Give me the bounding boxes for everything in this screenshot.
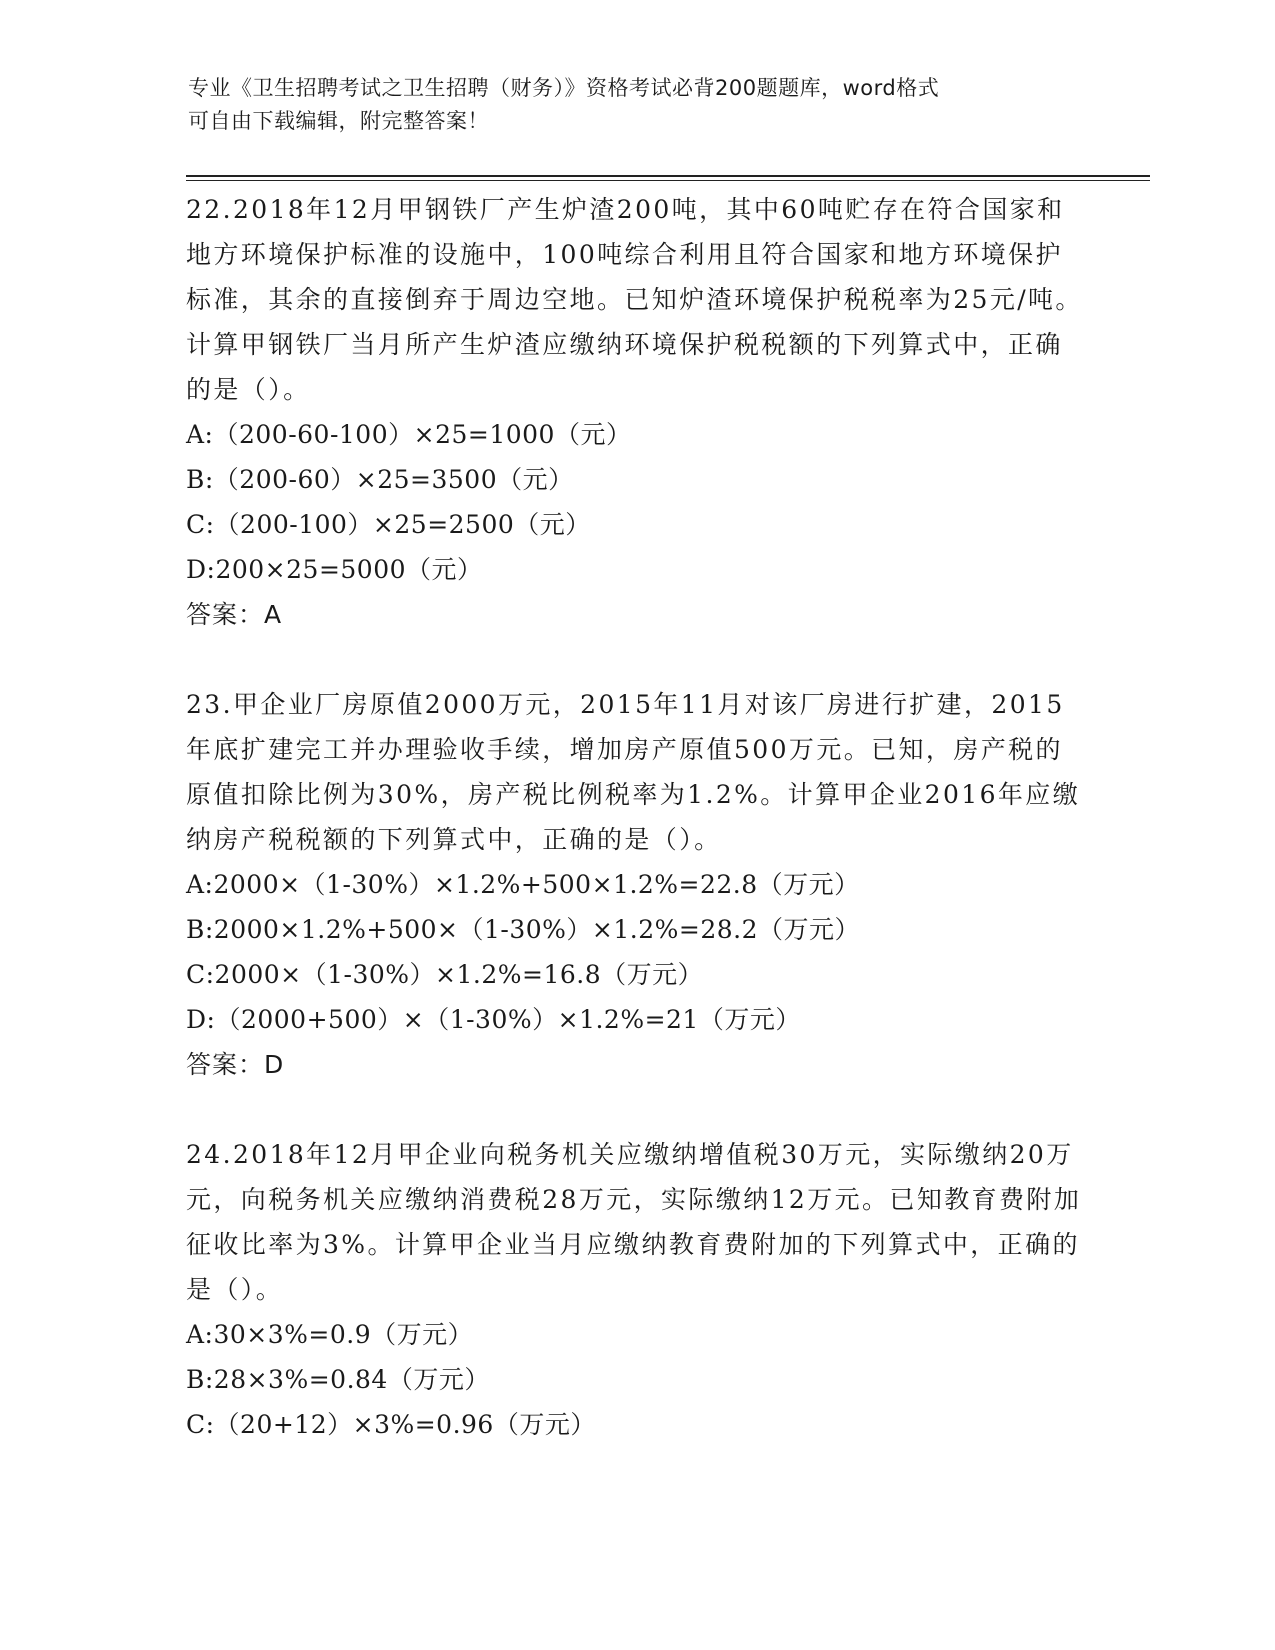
option-b: B:2000×1.2%+500×（1-30%）×1.2%=28.2（万元）: [186, 915, 860, 944]
question-22: [186, 187, 1086, 637]
option-c: C:（200-100）×25=2500（元）: [186, 510, 591, 539]
question-list: [186, 187, 1086, 1492]
header-divider-thick: [186, 175, 1150, 177]
option-d: D:（2000+500）×（1-30%）×1.2%=21（万元）: [186, 1005, 801, 1034]
option-b: B:28×3%=0.84（万元）: [186, 1365, 490, 1394]
question-text: 24.2018年12月甲企业向税务机关应缴纳增值税30万元，实际缴纳20万元，向税务机关应缴纳消费税28万元，实际缴纳12万元。已知教育费附加征收比率为3%。计算甲企业当月应缴纳教育费附加的下列算式中，正确的是（）。: [186, 1140, 1082, 1304]
option-a: A:（200-60-100）×25=1000（元）: [186, 420, 632, 449]
option-a: A:30×3%=0.9（万元）: [186, 1320, 474, 1349]
header-line-2: 可自由下载编辑，附完整答案！: [188, 109, 489, 133]
question-text: 23.甲企业厂房原值2000万元，2015年11月对该厂房进行扩建，2015年底扩建完工并办理验收手续，增加房产原值500万元。已知，房产税的原值扣除比例为30%，房产税比例税率为1.2%。计算甲企业2016年应缴纳房产税税额的下列算式中，正确的是（）。: [186, 690, 1081, 854]
option-d: D:200×25=5000（元）: [186, 555, 483, 584]
option-c: C:2000×（1-30%）×1.2%=16.8（万元）: [186, 960, 704, 989]
header-divider-thin: [186, 180, 1150, 181]
question-23: [186, 682, 1086, 1087]
answer-line: 答案：A: [186, 600, 283, 629]
option-b: B:（200-60）×25=3500（元）: [186, 465, 574, 494]
question-text: 22.2018年12月甲钢铁厂产生炉渣200吨，其中60吨贮存在符合国家和地方环境保护标准的设施中，100吨综合利用且符合国家和地方环境保护标准，其余的直接倒弃于周边空地。已知炉渣环境保护税税率为25元/吨。计算甲钢铁厂当月所产生炉渣应缴纳环境保护税税额的下列算式中，正确的是（）。: [186, 195, 1083, 404]
answer-line: 答案：D: [186, 1050, 285, 1079]
page-header: [188, 72, 1068, 138]
header-line-1: 专业《卫生招聘考试之卫生招聘（财务）》资格考试必背200题题库，word格式: [188, 76, 940, 100]
question-24: [186, 1132, 1086, 1447]
option-a: A:2000×（1-30%）×1.2%+500×1.2%=22.8（万元）: [186, 870, 860, 899]
option-c: C:（20+12）×3%=0.96（万元）: [186, 1410, 596, 1439]
